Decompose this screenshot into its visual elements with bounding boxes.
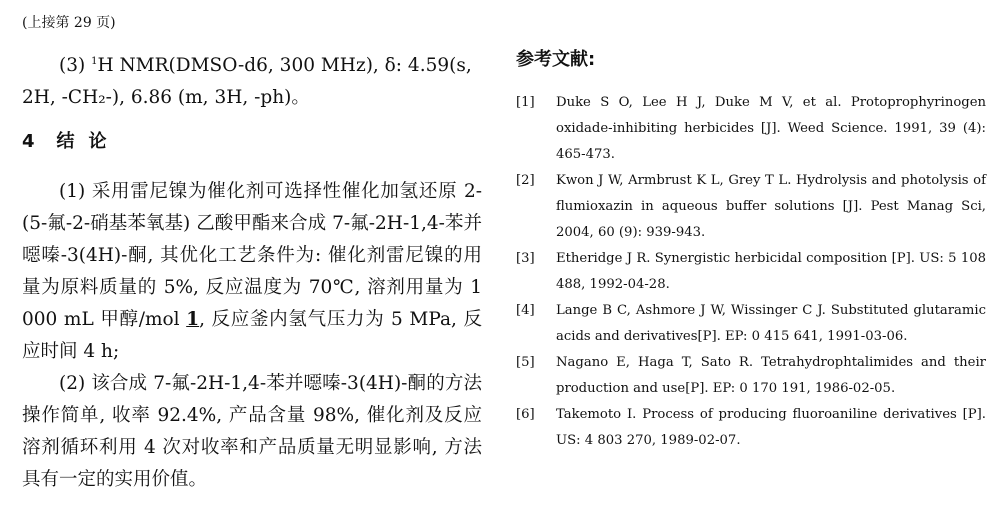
reference-index: [4] xyxy=(516,303,535,318)
reference-item xyxy=(516,168,986,246)
conclusion-1-part-a: (1) 采用雷尼镍为催化剂可选择性催化加氢还原 2-(5-氟-2-硝基苯氧基) 乙酸甲酯来合成 7-氟-2H-1,4-苯并噁嗪-3(4H)-酮, 其优化工艺条件为: 催化剂雷尼镍的用量为原料质量的 5%, 反应温度为 70℃, 溶剂用量为 1 000 mL 甲醇/mol xyxy=(22,181,482,331)
reference-item xyxy=(516,246,986,298)
section-heading xyxy=(22,130,482,154)
reference-text: Kwon J W, Armbrust K L, Grey T L. Hydrolysis and photolysis of flumioxazin in aqueous buffer solutions [J]. Pest Manag Sci, 2004, 60 (9): 939-943. xyxy=(556,173,986,240)
nmr-superscript: 1 xyxy=(91,56,98,67)
section-title: 结论 xyxy=(56,131,121,153)
reference-item xyxy=(516,90,986,168)
reference-index: [5] xyxy=(516,355,535,370)
nmr-line-1 xyxy=(22,46,482,82)
references-title: 参考文献: xyxy=(516,49,596,70)
reference-item xyxy=(516,402,986,454)
reference-index: [3] xyxy=(516,251,535,266)
right-column xyxy=(516,48,986,454)
reference-text: Takemoto I. Process of producing fluoroaniline derivatives [P]. US: 4 803 270, 1989-02-07. xyxy=(556,407,986,448)
nmr-text: H NMR(DMSO-d6, 300 MHz), δ: 4.59(s, xyxy=(97,55,472,77)
conclusion-paragraph-2: (2) 该合成 7-氟-2H-1,4-苯并噁嗪-3(4H)-酮的方法操作简单, 收率 92.4%, 产品含量 98%, 催化剂及反应溶剂循环利用 4 次对收率和产品质量无明显影响, 方法具有一定的实用价值。 xyxy=(22,373,482,491)
reference-index: [1] xyxy=(516,95,535,110)
reference-text: Nagano E, Haga T, Sato R. Tetrahydrophtalimides and their production and use[P]. EP: 0 170 191, 1986-02-05. xyxy=(556,355,986,396)
reference-index: [2] xyxy=(516,173,535,188)
continuation-note: (上接第 29 页) xyxy=(22,15,116,31)
reference-index: [6] xyxy=(516,407,535,422)
nmr-line-2: 2H, -CH₂-), 6.86 (m, 3H, -ph)。 xyxy=(22,87,310,109)
section-number: 4 xyxy=(22,131,35,153)
reference-item xyxy=(516,298,986,350)
reference-item xyxy=(516,350,986,402)
reference-text: Etheridge J R. Synergistic herbicidal composition [P]. US: 5 108 488, 1992-04-28. xyxy=(556,251,986,292)
reference-text: Lange B C, Ashmore J W, Wissinger C J. Substituted glutaramic acids and derivatives[P]. EP: 0 415 641, 1991-03-06. xyxy=(556,303,986,344)
conclusion-paragraph-1 xyxy=(22,176,482,368)
left-column xyxy=(22,12,482,496)
reference-list xyxy=(516,90,986,454)
conclusion-1-part-b: , 反应釜内氢气压力为 5 MPa, 反应时间 4 h; xyxy=(22,309,482,363)
reference-text: Duke S O, Lee H J, Duke M V, et al. Protoprophyrinogen oxidade-inhibiting herbicides [J]. Weed Science. 1991, 39 (4): 465-473. xyxy=(556,95,986,162)
nmr-prefix: (3) xyxy=(59,55,92,77)
compound-number: 1 xyxy=(186,309,200,331)
